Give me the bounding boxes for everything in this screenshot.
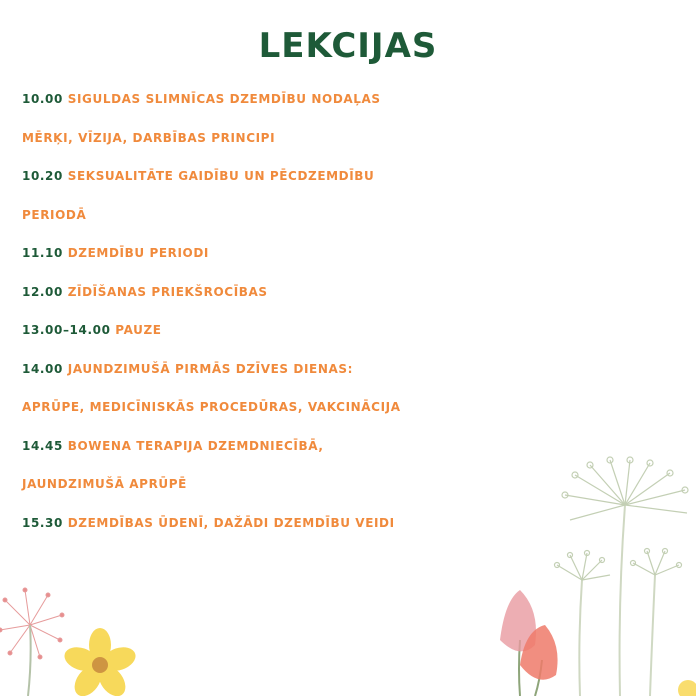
lecture-topic: APRŪPE, MEDICĪNISKĀS PROCEDŪRAS, VAKCINĀCIJA — [22, 400, 401, 414]
lecture-time: 14.00 — [22, 361, 63, 376]
page-title: LEKCIJAS — [258, 26, 438, 66]
lecture-time: 11.10 — [22, 246, 63, 260]
lecture-time: 13.00–14.00 — [22, 323, 111, 337]
dandelion-icon — [555, 457, 689, 696]
lecture-topic: PAUZE — [115, 323, 162, 337]
lecture-topic: ZĪDĪŠANAS PRIEKŠROCĪBAS — [67, 284, 268, 299]
tulip-icon — [500, 590, 558, 696]
lecture-topic: SEKSUALITĀTE GAIDĪBU UN PĒCDZEMDĪBU — [67, 169, 375, 183]
yellow-flower-icon — [61, 628, 138, 696]
lecture-time: 10.20 — [22, 169, 63, 183]
lecture-topic: PERIODĀ — [22, 207, 87, 222]
lecture-topic: DZEMDĪBU PERIODI — [67, 246, 209, 260]
pink-dandelion-icon — [0, 588, 64, 696]
lecture-time: 12.00 — [22, 284, 63, 299]
lecture-topic: MĒRĶI, VĪZIJA, DARBĪBAS PRINCIPI — [22, 130, 276, 145]
lecture-topic: BOWENA TERAPIJA DZEMDNIECĪBĀ, — [67, 438, 324, 453]
lecture-topic: JAUNDZIMUŠĀ APRŪPĒ — [22, 477, 187, 491]
lecture-time: 15.30 — [22, 515, 63, 530]
lecture-topic: SIGULDAS SLIMNĪCAS DZEMDĪBU NODAĻAS — [67, 92, 381, 106]
lecture-time: 10.00 — [22, 92, 63, 106]
lecture-topic: DZEMDĪBAS ŪDENĪ, DAŽĀDI DZEMDĪBU VEIDI — [67, 515, 395, 530]
small-flower-icon — [678, 680, 696, 696]
lecture-time: 14.45 — [22, 438, 63, 453]
lecture-topic: JAUNDZIMUŠĀ PIRMĀS DZĪVES DIENAS: — [67, 361, 354, 376]
